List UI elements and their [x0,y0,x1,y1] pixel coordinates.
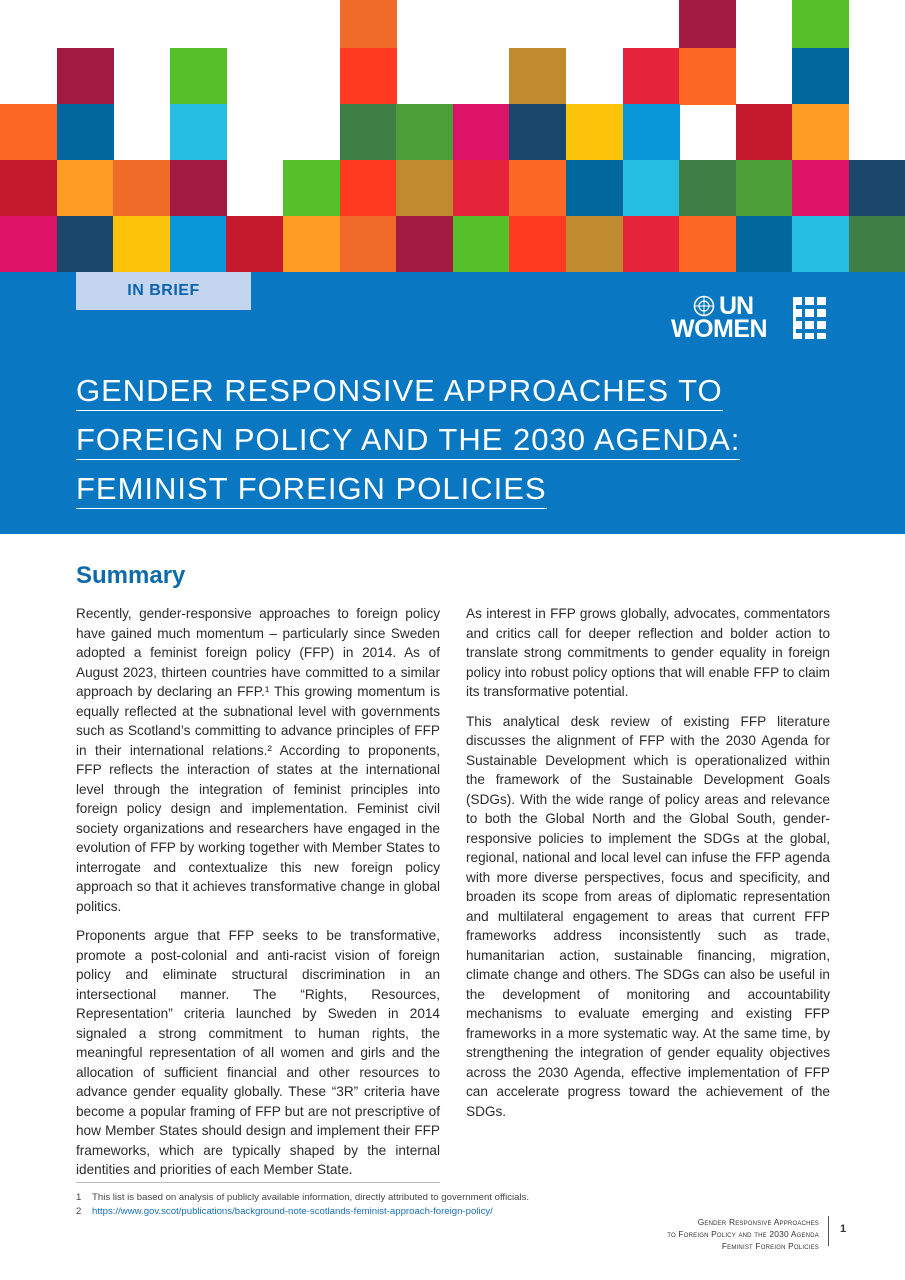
body-paragraph: Proponents argue that FFP seeks to be transformative, promote a post-colonial and anti-racist vision of foreign policy and eliminate structural discrimination in an intersectional manner. The “Rights, Resources, Representation” criteria launched by Sweden in 2014 signaled a strong commitment to human rights, the meaningful representation of all women and girls and the allocation of sufficient financial and other resources to advance gender equality globally. These “3R” criteria have become a popular framing of FFP but are not prescriptive of how Member States should design and implement their FFP frameworks, which are typically shaped by the internal identities and priorities of each Member State. [76,928,440,1177]
body-paragraph: This analytical desk review of existing FFP literature discusses the alignment of FFP with the 2030 Agenda for Sustainable Development which is operationalized within the framework of the Sustainable Development Goals (SDGs). With the wide range of policy areas and relevance to both the Global North and the Global South, gender-responsive policies to implement the SDGs at the global, regional, national and local level can infuse the FFP agenda with more diverse perspectives, focus and specificity, and broaden its scope from areas of diplomatic representation and multilateral engagement to areas that current FFP frameworks address inconsistently such as trade, humanitarian action, sustainable financing, migration, climate change and others. The SDGs can also be useful in the development of monitoring and accountability mechanisms to evaluate emerging and existing FFP frameworks in a more systematic way. At the same time, by strengthening the integration of gender equality objectives across the 2030 Agenda, effective implementation of FFP can accelerate progress toward the achievement of the SDGs. [466,713,830,1119]
mosaic-tile [849,160,905,217]
mosaic-tile [0,160,57,217]
mosaic-tile [57,216,114,273]
mosaic-tile [736,160,793,217]
left-column [76,604,440,1190]
mosaic-tile [57,160,114,217]
mosaic-tile [453,216,510,273]
logo-women-text: WOMEN [671,315,768,343]
mosaic-tile [340,216,397,273]
mosaic-tile [679,160,736,217]
running-title-line: Feminist Foreign Policies [721,1241,819,1251]
mosaic-tile [340,0,397,49]
footnote-divider [76,1182,440,1183]
footnote-text: This list is based on analysis of publicly available information, directly attributed to government officials. [92,1192,530,1203]
mosaic-tile [396,216,453,273]
summary-heading: Summary [76,562,186,589]
mosaic-tile [0,216,57,273]
running-title-line: to Foreign Policy and the 2030 Agenda [667,1229,819,1239]
mosaic-tile [792,0,849,49]
mosaic-tile [396,104,453,161]
mosaic-tile [170,104,227,161]
title-line: FEMINIST FOREIGN POLICIES [76,470,547,509]
footnote-number: 1 [76,1192,82,1203]
mosaic-tile [792,48,849,105]
mosaic-tile [340,160,397,217]
mosaic-tile [509,160,566,217]
mosaic-tile [566,104,623,161]
mosaic-tile [0,104,57,161]
mosaic-tile [340,104,397,161]
mosaic-tile [170,160,227,217]
mosaic-tile [509,48,566,105]
mosaic-tile [736,104,793,161]
mosaic-tile [792,160,849,217]
mosaic-tile [623,216,680,273]
mosaic-tile [623,160,680,217]
mosaic-tile [226,216,283,273]
mosaic-tile [170,216,227,273]
mosaic-tile [623,48,680,105]
right-column [466,604,830,1131]
un-women-logo [671,293,831,345]
mosaic-tile [113,216,170,273]
body-paragraph: As interest in FFP grows globally, advocates, commentators and critics call for deeper reflection and bolder action to translate strong commitments to gender equality in foreign policy into robust policy options that will enable FFP to claim its transformative potential. [466,606,830,699]
running-title [667,1216,819,1252]
un-emblem-icon [693,295,715,317]
mosaic-tile [453,160,510,217]
running-title-line: Gender Responsive Approaches [697,1217,819,1227]
in-brief-tag: IN BRIEF [76,272,251,310]
title-line: GENDER RESPONSIVE APPROACHES TO [76,372,723,411]
mosaic-tile [396,160,453,217]
footnote-1 [76,1192,529,1204]
page-number: 1 [840,1223,847,1235]
mosaic-tile [113,160,170,217]
mosaic-tile [792,104,849,161]
mosaic-tile [679,48,736,105]
mosaic-tile [340,48,397,105]
mosaic-tile [283,216,340,273]
mosaic-tile [736,216,793,273]
mosaic-tile [283,160,340,217]
footnote-link[interactable]: https://www.gov.scot/publications/background-note-scotlands-feminist-approach-foreign-policy/ [92,1206,493,1217]
body-paragraph: Recently, gender-responsive approaches to foreign policy have gained much momentum – particularly since Sweden adopted a feminist foreign policy (FFP) in 2014. As of August 2023, thirteen countries have committed to a similar approach by declaring an FFP.¹ This growing momentum is equally reflected at the subnational level with governments such as Scotland’s committing to advance principles of FFP in their international relations.² According to proponents, FFP reflects the interaction of states at the international level through the integration of feminist principles into foreign policy design and implementation. Feminist civil society organizations and researchers have engaged in the evolution of FFP by working together with Member States to interrogate and contextualize this new foreign policy approach so that it achieves transformative change in global politics. [76,606,440,914]
mosaic-tile [849,216,905,273]
mosaic-tile [566,160,623,217]
title-line: FOREIGN POLICY AND THE 2030 AGENDA: [76,421,740,460]
sdg-color-mosaic [0,0,905,272]
mosaic-tile [509,104,566,161]
mosaic-tile [57,104,114,161]
mosaic-tile [57,48,114,105]
mosaic-tile [509,216,566,273]
mosaic-tile [792,216,849,273]
footer-divider [828,1216,829,1246]
logo-un-text: UN [719,292,754,320]
document-title [76,372,856,519]
mosaic-tile [566,216,623,273]
mosaic-tile [679,0,736,49]
mosaic-tile [623,104,680,161]
footnote-number: 2 [76,1206,82,1217]
footnote-2 [76,1206,493,1218]
mosaic-tile [453,104,510,161]
un-women-symbol-icon [791,295,829,341]
mosaic-tile [170,48,227,105]
mosaic-tile [679,216,736,273]
